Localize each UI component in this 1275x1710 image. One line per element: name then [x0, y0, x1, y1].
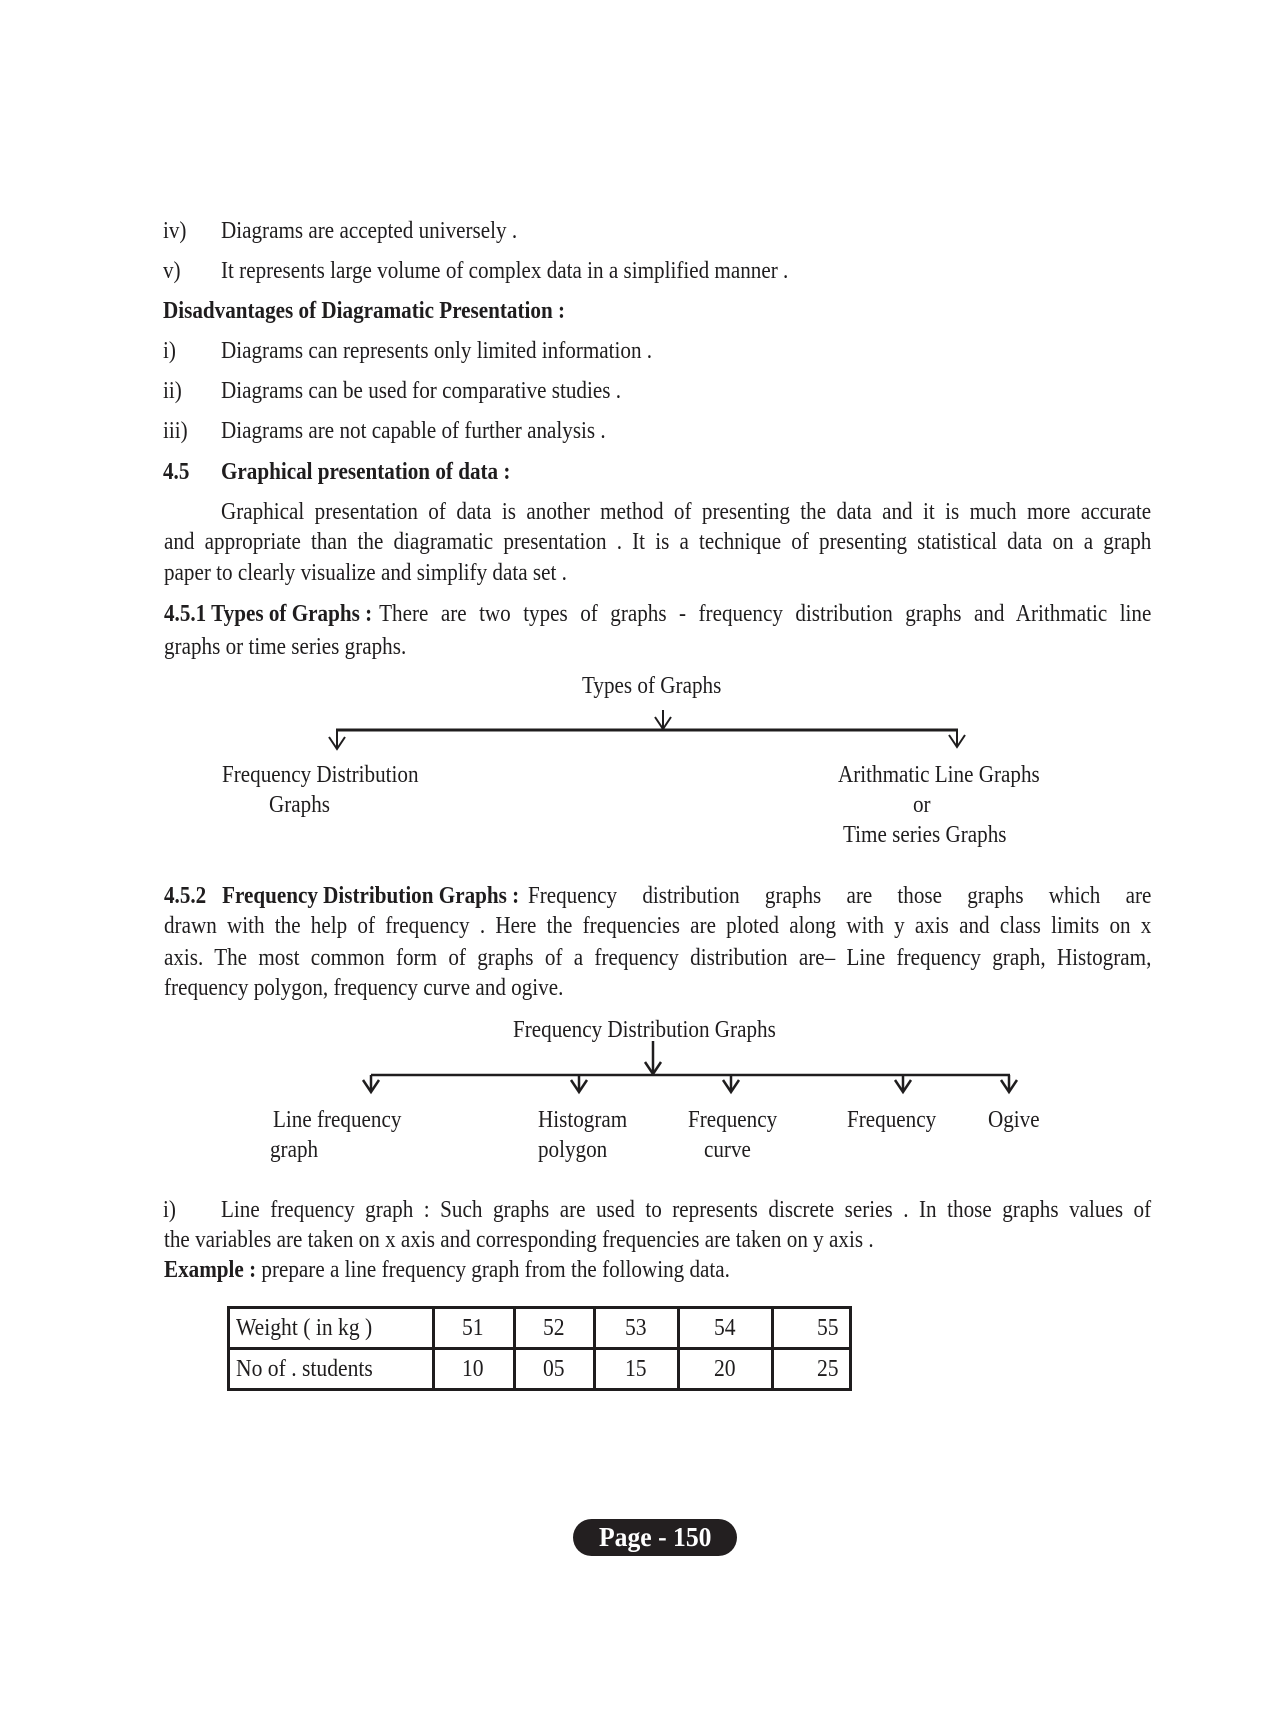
section-4-5-2-line	[164, 881, 1151, 911]
table-cell: 55	[773, 1308, 851, 1349]
table-row	[229, 1349, 851, 1390]
example-label: Example :	[164, 1257, 257, 1283]
diagram-node-label: graph	[270, 1137, 319, 1163]
paragraph-line: and appropriate than the diagramatic presentation . It is a technique of presenting statistical data on a graph	[164, 529, 1152, 555]
table-cell: 53	[595, 1308, 679, 1349]
diagram-node-label: Time series Graphs	[843, 822, 1007, 848]
example-line	[164, 1255, 730, 1285]
page-number-badge	[573, 1519, 737, 1556]
example-text: prepare a line frequency graph from the following data.	[261, 1257, 730, 1283]
diagram-node-label: Ogive	[988, 1107, 1040, 1133]
paragraph-line: Graphical presentation of data is another method of presenting the data and it is much more accurate	[221, 499, 1152, 525]
diagram-node-label: Graphs	[269, 792, 331, 818]
table-cell: 25	[773, 1349, 851, 1390]
section-heading: 4.5.2 Frequency Distribution Graphs :	[164, 883, 520, 909]
diagram-node-label: Histogram	[538, 1107, 628, 1133]
page-number-label: Page - 150	[598, 1522, 712, 1552]
section-heading: 4.5.1 Types of Graphs :	[164, 601, 373, 627]
list-marker: v)	[163, 258, 181, 284]
paragraph-line: paper to clearly visualize and simplify data set .	[164, 560, 567, 586]
paragraph-line: Line frequency graph : Such graphs are used to represents discrete series . In those graphs values of	[221, 1197, 1152, 1223]
diagram-node-label: Frequency Distribution	[222, 762, 419, 788]
list-item-text: Diagrams are accepted universely .	[221, 218, 518, 244]
table-cell: 15	[595, 1349, 679, 1390]
diagram-node-label: Frequency	[688, 1107, 778, 1133]
list-marker: iv)	[163, 218, 187, 244]
diagram-node-label: Arithmatic Line Graphs	[838, 762, 1040, 788]
section-number: 4.5	[163, 459, 190, 485]
diagram-node-label: Frequency	[847, 1107, 937, 1133]
section-title: Graphical presentation of data :	[221, 459, 511, 485]
paragraph-text: There are two types of graphs - frequency distribution graphs and Arithmatic line	[379, 601, 1152, 627]
list-marker: i)	[163, 1197, 176, 1223]
list-marker: ii)	[163, 378, 182, 404]
paragraph-line: graphs or time series graphs.	[164, 634, 407, 660]
table-cell: 20	[679, 1349, 773, 1390]
diagram-root-label: Frequency Distribution Graphs	[513, 1017, 776, 1043]
table-cell: 10	[434, 1349, 515, 1390]
list-item-text: Diagrams can represents only limited information .	[221, 338, 653, 364]
paragraph-line: the variables are taken on x axis and corresponding frequencies are taken on y axis .	[164, 1227, 874, 1253]
list-item-text: Diagrams are not capable of further analysis .	[221, 418, 606, 444]
diagram-root-label: Types of Graphs	[582, 673, 722, 699]
list-item-text: Diagrams can be used for comparative studies .	[221, 378, 621, 404]
table-cell: 54	[679, 1308, 773, 1349]
paragraph-text: Frequency distribution graphs are those graphs which are	[527, 883, 1152, 909]
paragraph-line: drawn with the help of frequency . Here the frequencies are ploted along with y axis and class limits on x	[164, 913, 1152, 939]
paragraph-line: frequency polygon, frequency curve and ogive.	[164, 975, 564, 1001]
diagram-node-label: curve	[704, 1137, 751, 1163]
diagram-node-label: or	[913, 792, 931, 818]
table-header-cell: No of . students	[229, 1349, 434, 1390]
table-cell: 52	[515, 1308, 595, 1349]
list-marker: iii)	[163, 418, 188, 444]
table-row	[229, 1308, 851, 1349]
table-header-cell: Weight ( in kg )	[229, 1308, 434, 1349]
list-item-text: It represents large volume of complex data in a simplified manner .	[221, 258, 789, 284]
disadvantages-heading: Disadvantages of Diagramatic Presentation :	[163, 298, 566, 324]
table-cell: 51	[434, 1308, 515, 1349]
paragraph-line: axis. The most common form of graphs of a frequency distribution are– Line frequency graph, Histogram,	[164, 945, 1152, 971]
list-marker: i)	[163, 338, 176, 364]
diagram-node-label: polygon	[538, 1137, 608, 1163]
weight-students-table	[227, 1306, 852, 1391]
diagram-node-label: Line frequency	[273, 1107, 402, 1133]
table-cell: 05	[515, 1349, 595, 1390]
